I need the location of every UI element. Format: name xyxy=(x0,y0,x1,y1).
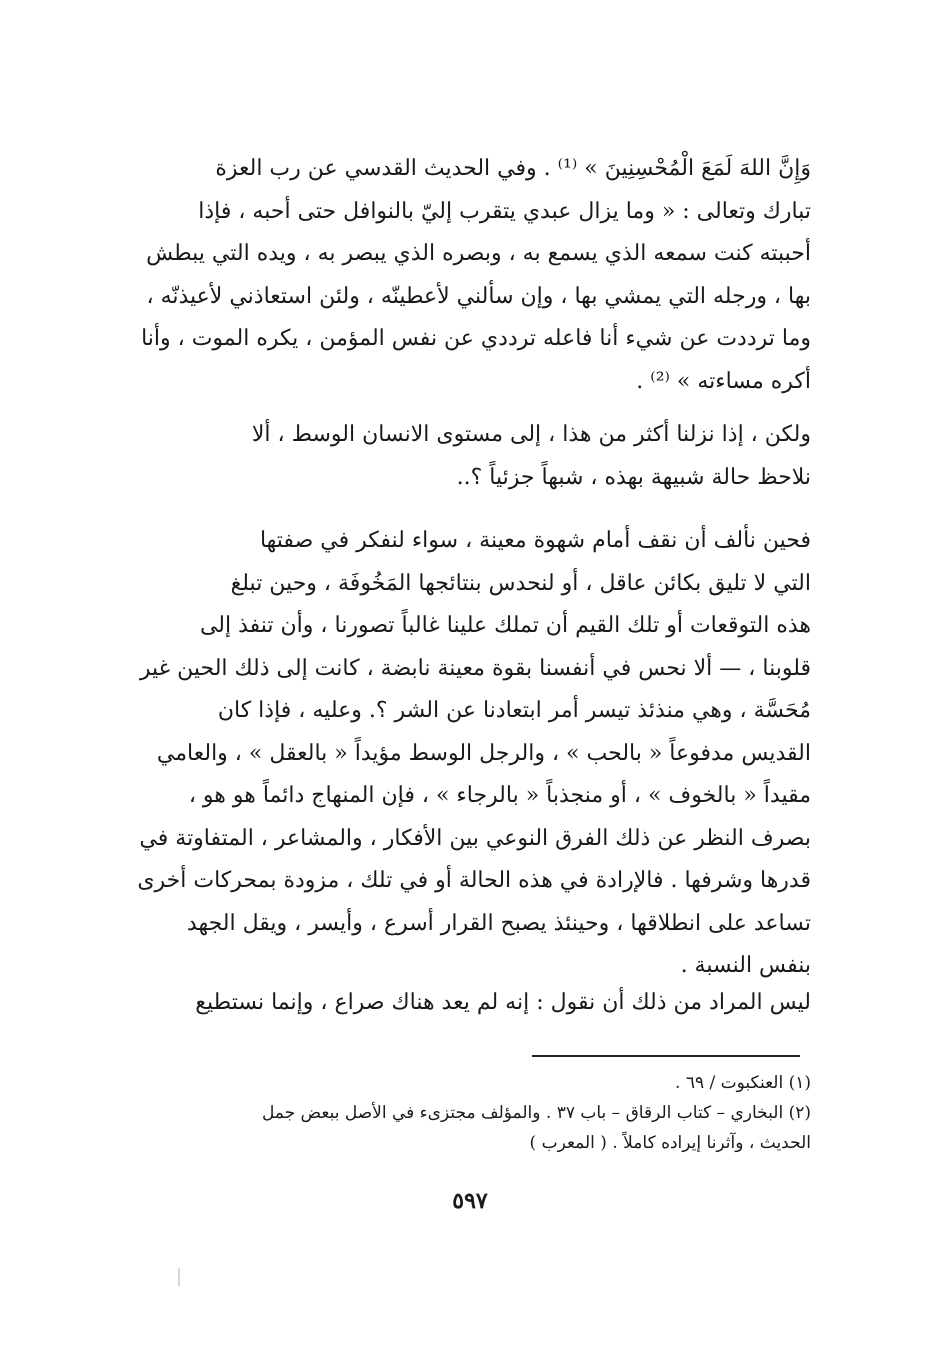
footnote-1: (١) العنكبوت / ٦٩ . xyxy=(675,1073,811,1093)
text-line: قلوبنا ، — ألا نحس في أنفسنا بقوة معينة نابضة ، كانت إلى ذلك الحين غير xyxy=(139,655,811,681)
text-line: قدرها وشرفها . فالإرادة في هذه الحالة أو في تلك ، مزودة بمحركات أخرى xyxy=(137,868,811,893)
text-line: نلاحظ حالة شبيهة بهذه ، شبهاً جزئياً ؟.. xyxy=(456,464,811,490)
page-number: ٥٩٧ xyxy=(452,1188,488,1214)
text-line: تساعد على انطلاقها ، وحينئذ يصبح القرار أسرع ، وأيسر ، ويقل الجهد xyxy=(186,910,811,936)
paragraph-will-motives xyxy=(128,520,811,988)
text-line: وما ترددت عن شيء أنا فاعله ترددي عن نفس المؤمن ، يكره الموت ، وأنا xyxy=(141,326,811,351)
text-line: بها ، ورجله التي يمشي بها ، وإن سألني لأعطينّه ، ولئن استعاذني لأعيذنّه ، xyxy=(146,283,811,309)
text-line: تبارك وتعالى : « وما يزال عبدي يتقرب إليّ بالنوافل حتى أحبه ، فإذا xyxy=(198,198,811,224)
paragraph-hadith-quote xyxy=(128,148,811,403)
text-line: ليس المراد من ذلك أن نقول : إنه لم يعد هناك صراع ، وإنما نستطيع xyxy=(195,990,811,1015)
scan-artifact-mark xyxy=(178,1268,180,1286)
text-line: أكره مساءته » ⁽²⁾ . xyxy=(636,368,811,394)
text-line: بصرف النظر عن ذلك الفرق النوعي بين الأفكار ، والمشاعر ، المتفاوتة في xyxy=(139,825,811,851)
text-line: ولكن ، إذا نزلنا أكثر من هذا ، إلى مستوى الانسان الوسط ، ألا xyxy=(251,422,811,447)
text-line: بنفس النسبة . xyxy=(680,953,811,978)
text-line: التي لا تليق بكائن عاقل ، أو لنحدس بنتائجها المَخُوفَة ، وحين تبلغ xyxy=(230,570,811,596)
footnotes xyxy=(128,1068,811,1158)
footnote-2: (٢) البخاري – كتاب الرقاق – باب ٣٧ . والمؤلف مجتزىء في الأصل ببعض جمل xyxy=(261,1103,811,1123)
paragraph-middle-person xyxy=(128,414,811,499)
text-line: أحببته كنت سمعه الذي يسمع به ، وبصره الذي يبصر به ، ويده التي يبطش xyxy=(146,241,811,266)
text-line: مقيداً « بالخوف » ، أو منجذباً « بالرجاء » ، فإن المنهاج دائماً هو هو ، xyxy=(188,783,811,808)
text-line: مُحَسَّة ، وهي منذئذ تيسر أمر ابتعادنا عن الشر ؟. وعليه ، فإذا كان xyxy=(217,698,811,723)
text-line: وَإِنَّ اللهَ لَمَعَ الْمُحْسِنِينَ » ⁽¹⁾ . وفي الحديث القدسي عن رب العزة xyxy=(215,156,811,181)
footnote-separator xyxy=(532,1055,800,1057)
footnote-2-continued: الحديث ، وآثرنا إيراده كاملاً . ( المعرب ) xyxy=(529,1133,811,1153)
paragraph-continuation xyxy=(128,982,811,1025)
text-line: القديس مدفوعاً « بالحب » ، والرجل الوسط مؤيداً « بالعقل » ، والعامي xyxy=(156,740,811,766)
text-line: فحين نألف أن نقف أمام شهوة معينة ، سواء لنفكر في صفتها xyxy=(259,528,811,553)
text-line: هذه التوقعات أو تلك القيم أن تملك علينا غالباً تصورنا ، وأن تنفذ إلى xyxy=(199,613,811,638)
